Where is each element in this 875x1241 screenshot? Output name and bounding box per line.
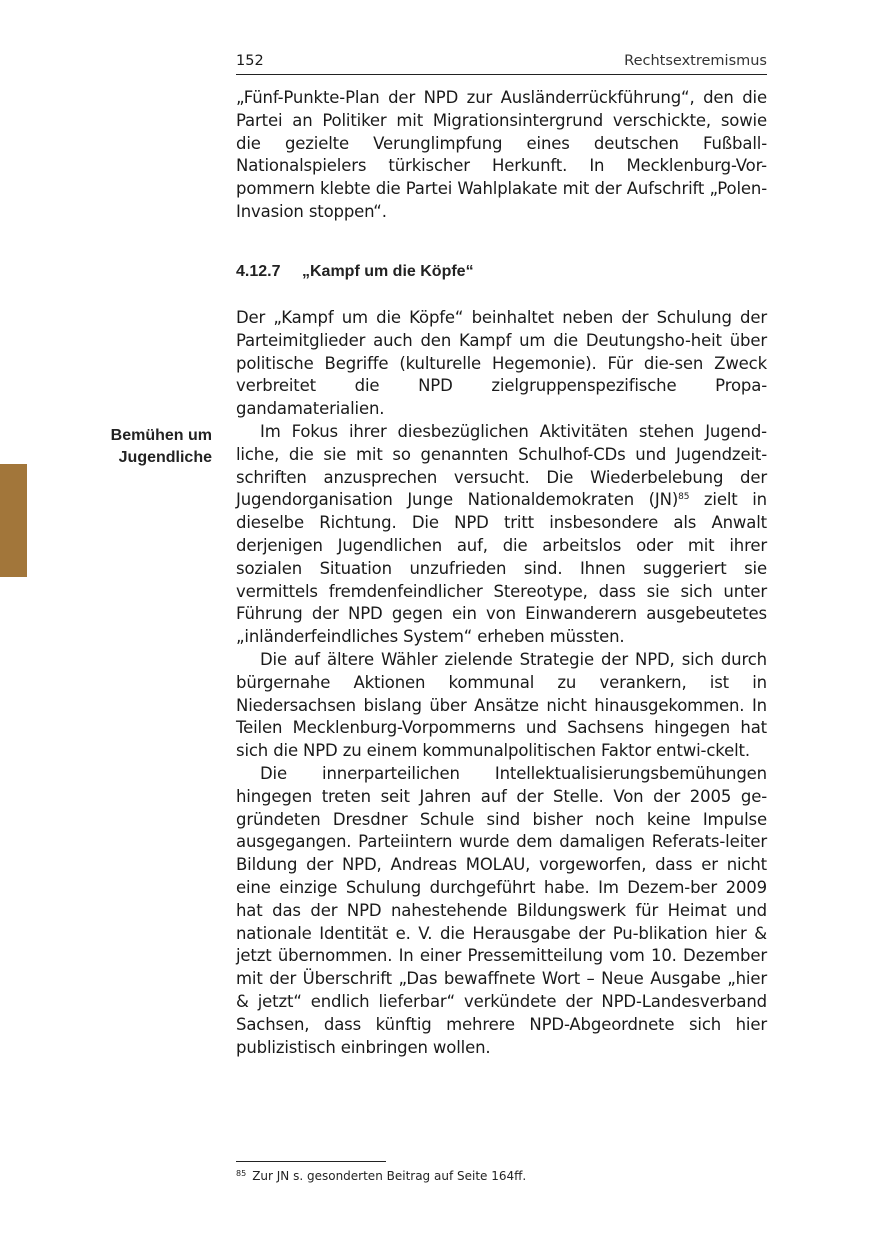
footnote-divider: [236, 1161, 386, 1162]
section-number: 4.12.7: [236, 263, 281, 280]
paragraph-4: Die innerparteilichen Intellektualisierungsbemühungen hingegen treten seit Jahren auf der Stelle. Von der 2005 ge-gründeten Dresdner Schule sind bisher noch keine Impulse ausgegangen. Parteiintern wurde dem damaligen Referats-leiter Bildung der NPD, Andreas MOLAU, vorgeworfen, dass er nicht eine einzige Schulung durchgeführt habe. Im Dezem-ber 2009 hat das der NPD nahestehende Bildungswerk für Heimat und nationale Identität e. V. die Herausgabe der Pu-blikation hier & jetzt übernommen. In einer Pressemitteilung vom 10. Dezember mit der Überschrift „Das bewaffnete Wort – Neue Ausgabe „hier & jetzt“ endlich lieferbar“ verkündete der NPD-Landesverband Sachsen, dass künftig mehrere NPD-Abgeordnete sich hier publizistisch einbringen wollen.: [236, 763, 767, 1057]
main-text: [236, 307, 767, 1059]
margin-note: [60, 425, 212, 469]
section-heading: [236, 261, 474, 283]
section-title: „Kampf um die Köpfe“: [302, 263, 474, 280]
margin-note-line-1: Bemühen um: [110, 427, 212, 444]
paragraph-2: [236, 421, 767, 649]
intro-paragraph: „Fünf-Punkte-Plan der NPD zur Ausländerrückführung“, den die Partei an Politiker mit Migrationsintergrund verschickte, sowie die gezielte Verunglimpfung eines deutschen Fußball-Nationalspielers türkischer Herkunft. In Mecklenburg-Vor-pommern klebte die Partei Wahlplakate mit der Aufschrift „Polen-Invasion stoppen“.: [236, 88, 767, 221]
running-title: Rechtsextremismus: [624, 53, 767, 69]
paragraph-2-part-1: Im Fokus ihrer diesbezüglichen Aktivitäten stehen Jugend-liche, die sie mit so genannten Schulhof-CDs und Jugendzeit-schriften anzusprechen versucht. Die Wiederbelebung der Jugendorganisation Junge Nationaldemokraten (JN): [236, 421, 767, 510]
page-header: [236, 50, 767, 75]
paragraph-1: Der „Kampf um die Köpfe“ beinhaltet neben der Schulung der Parteimitglieder auch den Kampf um die Deutungsho-heit über politische Begriffe (kulturelle Hegemonie). Für die-sen Zweck verbreitet die NPD zielgruppenspezifische Propa-gandamaterialien.: [236, 308, 767, 419]
footnote-text: Zur JN s. gesonderten Beitrag auf Seite 164ff.: [252, 1169, 527, 1183]
paragraph-2-part-2: zielt in dieselbe Richtung. Die NPD tritt insbesondere als Anwalt derjenigen Jugendlichen auf, die arbeitslos oder mit ihrer sozialen Situation unzufrieden sind. Ihnen suggeriert sie vermittels fremdenfeindlicher Stereotype, dass sie sich unter Führung der NPD gegen ein von Einwanderern ausgebeutetes „inländerfeindliches System“ erheben müssten.: [236, 490, 767, 647]
footnote-reference[interactable]: 85: [678, 492, 690, 503]
footnote-mark: 85: [236, 1169, 247, 1178]
page-number: 152: [236, 53, 264, 69]
intro-text: [236, 87, 767, 224]
chapter-side-tab: [0, 464, 27, 577]
paragraph-3: Die auf ältere Wähler zielende Strategie der NPD, sich durch bürgernahe Aktionen kommunal zu verankern, ist in Niedersachsen bislang über Ansätze nicht hinausgekommen. In Teilen Mecklenburg-Vorpommerns und Sachsens hingegen hat sich die NPD zu einem kommunalpolitischen Faktor entwi-ckelt.: [236, 649, 767, 761]
footnote: [236, 1165, 526, 1185]
margin-note-line-2: Jugendliche: [118, 449, 212, 466]
